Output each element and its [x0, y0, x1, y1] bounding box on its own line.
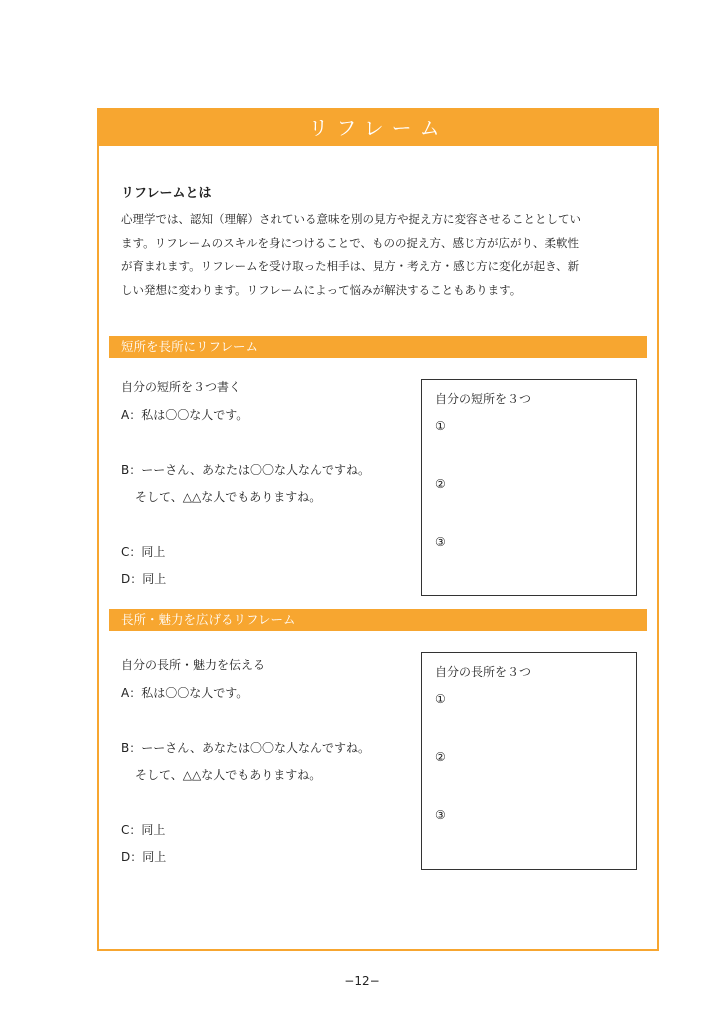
intro-line: ます。リフレームのスキルを身につけることで、ものの捉え方、感じ方が広がり、柔軟性 [121, 235, 580, 250]
content-frame [97, 108, 659, 951]
intro-line: 心理学では、認知（理解）されている意味を別の見方や捉え方に変容させることとしてい [121, 212, 581, 226]
line-b-cont: そして、△△な人でもありますね。 [135, 768, 322, 782]
line-d: D：同上 [121, 850, 167, 864]
intro-line: が育まれます。リフレームを受け取った相手は、見方・考え方・感じ方に変化が起き、新 [121, 259, 580, 273]
item-2-marker: ② [435, 477, 446, 491]
section1-text [121, 378, 421, 598]
intro-heading: リフレームとは [121, 186, 212, 201]
line-b: B：ーーさん、あなたは〇〇な人なんですね。 [121, 463, 370, 477]
line-b-cont: そして、△△な人でもありますね。 [135, 490, 322, 504]
strengths-write-box [421, 652, 637, 870]
instruction: 自分の長所・魅力を伝える [121, 658, 266, 672]
page-number: −12− [344, 974, 380, 988]
line-b: B：ーーさん、あなたは〇〇な人なんですね。 [121, 741, 370, 755]
item-3-marker: ③ [435, 535, 446, 549]
instruction: 自分の短所を３つ書く [121, 380, 242, 394]
line-a: A：私は〇〇な人です。 [121, 408, 249, 422]
line-a: A：私は〇〇な人です。 [121, 686, 249, 700]
shortcomings-write-box [421, 379, 637, 596]
intro-line: しい発想に変わります。リフレームによって悩みが解決することもあります。 [121, 282, 522, 297]
item-1-marker: ① [435, 419, 446, 433]
line-c: C：同上 [121, 545, 166, 559]
section2-text [121, 656, 421, 876]
section-bar-shortcomings: 短所を長所にリフレーム [109, 336, 647, 358]
section-bar-strengths: 長所・魅力を広げるリフレーム [109, 609, 647, 631]
item-2-marker: ② [435, 750, 446, 764]
item-1-marker: ① [435, 692, 446, 706]
box-title: 自分の長所を３つ [435, 665, 532, 679]
page-title: リフレーム [99, 110, 657, 146]
item-3-marker: ③ [435, 808, 446, 822]
line-d: D：同上 [121, 572, 167, 586]
line-c: C：同上 [121, 823, 166, 837]
box-title: 自分の短所を３つ [435, 392, 532, 406]
intro-paragraph [121, 208, 641, 302]
